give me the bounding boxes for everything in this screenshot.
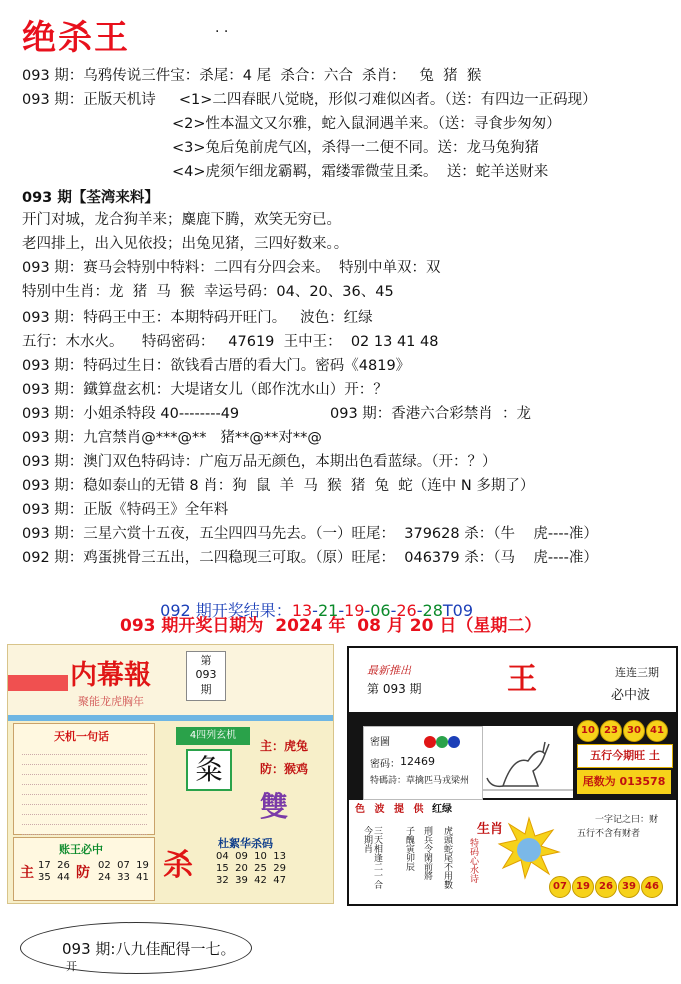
- result-separator: -: [312, 601, 318, 620]
- result-separator: -: [364, 601, 371, 620]
- text-line: 093 期：澳门双色特码诗：广庖万品无颜色，本期出色看蓝绿。（开：？）: [22, 454, 497, 470]
- text-line: 093 期：三星六赏十五夜，五尘四四马先去。（一）旺尾： 379628 杀：（牛 虎----准）: [22, 526, 598, 542]
- sun-cartoon-icon: [497, 816, 561, 880]
- open-date: 093 期开奖日期为 2024 年 08 月 20 日（星期二）: [120, 616, 542, 636]
- text-line: 特别中生肖：龙 猪 马 猴 幸运号码：04、20、36、45: [22, 284, 394, 300]
- col-xingbing: 刑兵令閑前將: [422, 826, 432, 880]
- result-number: 26: [396, 601, 417, 620]
- box-zhangwang-title: 账王必中: [59, 843, 103, 856]
- right-image-panel: [347, 646, 678, 906]
- number-ball: 30: [623, 720, 645, 742]
- result-separator: -: [416, 601, 423, 620]
- text-line: 093 期：特码过生日：欲钱看古厝的看大门。密码《4819》: [22, 358, 411, 374]
- text-line: 093 期：正版天机诗 <1>二四春眠八觉晓，形似刁难似凶者。（送：有四边一正码现）: [22, 92, 597, 108]
- number-ball: 10: [577, 720, 599, 742]
- result-number: 13: [291, 601, 313, 620]
- dots: . .: [215, 20, 229, 36]
- box-tianji-rows: [22, 746, 147, 836]
- se-bo-label: 色 波 提 供: [355, 802, 426, 818]
- text-line: 五行：木水火。 特码密码： 47619 王中王： 02 13 41 48: [22, 334, 439, 350]
- mima-value: 12469: [400, 755, 435, 768]
- right-panel-new: 最新推出: [367, 664, 411, 677]
- result-separator: -: [390, 601, 397, 620]
- number-ball: 39: [618, 876, 640, 898]
- text-line: <4>虎须乍细龙霸羁，霜缕霏微莹且柔。 送：蛇羊送财来: [172, 164, 549, 180]
- bottom-balls-row: [549, 874, 664, 898]
- issue-label: 第: [200, 654, 212, 667]
- ball-icon: [448, 736, 460, 748]
- right-panel-big: 王: [507, 662, 537, 697]
- right-panel-issue: 第 093 期: [367, 682, 422, 696]
- text-line: 093 期：小姐杀特段 40--------49: [22, 406, 240, 422]
- col-poem: 特码心水诗: [468, 838, 478, 883]
- fang-text: 防：猴鸡: [260, 762, 309, 776]
- left-image-panel: [7, 644, 334, 904]
- se-bo-row: [355, 802, 454, 818]
- issue-number: 093: [195, 668, 217, 681]
- result-prefix: 092 期开奖结果：: [160, 601, 292, 620]
- text-line: 093 期【荃湾来料】: [22, 190, 159, 206]
- bubble-text: 093 期:八九佳配得一七。: [62, 940, 236, 958]
- col-sanxiang: 三天相逢二一合: [372, 826, 382, 889]
- result-number: 06: [370, 601, 391, 620]
- sha-glyph: 杀: [163, 848, 193, 883]
- right-panel-bizhong: 必中波: [611, 688, 651, 703]
- mitu-card: [363, 726, 483, 800]
- left-panel-issue-box: [186, 651, 226, 701]
- issue-suffix: 期: [200, 683, 212, 696]
- shengxiao-label: 生肖: [477, 822, 504, 837]
- ball-icon: [424, 736, 436, 748]
- glyph-box: 粂: [186, 749, 232, 791]
- number-ball: 07: [549, 876, 571, 898]
- left-panel-stripe: [8, 715, 333, 721]
- bubble-mark: 开: [66, 960, 77, 973]
- number-ball: 19: [572, 876, 594, 898]
- col-jinqixiao: 今期肖: [362, 826, 372, 853]
- weishu-box: 尾数为 013578: [577, 770, 671, 794]
- text-line: 老四排上，出入见依投；出兔见猪，三四好数来。。: [22, 236, 349, 252]
- number-ball: 23: [600, 720, 622, 742]
- result-number: T09: [442, 601, 474, 620]
- number-ball: 46: [641, 876, 663, 898]
- left-panel-subtitle: 聚能龙虎胸年: [78, 695, 144, 708]
- zhu-label: 主: [20, 865, 34, 881]
- box-shama-title: 杜絮华杀码: [218, 837, 273, 850]
- result-number: 21: [317, 601, 339, 620]
- mitu-balls: [424, 733, 460, 752]
- left-panel-redtag: [8, 675, 68, 691]
- se-bo-suffix: 红绿: [432, 802, 452, 818]
- result-separator: -: [338, 601, 345, 620]
- shuang-glyph: 雙: [260, 790, 289, 823]
- fang-numbers: 02 07 19 24 33 41: [98, 860, 149, 883]
- text-line: <2>性本温文又尔雅，蛇入鼠洞遇羊来。（送：寻食步匆匆）: [172, 116, 561, 132]
- zhu-text: 主：虎兔: [260, 739, 309, 753]
- text-line: <3>兔后兔前虎气凶，杀得一二便不同。送：龙马兔狗猪: [172, 140, 540, 156]
- wuxing-box: 五行今期旺 土: [577, 744, 673, 768]
- result-number: 19: [344, 601, 365, 620]
- right-panel-lian: 连连三期: [615, 666, 659, 679]
- fang-label: 防: [76, 865, 90, 881]
- text-line: 093 期：九宫禁肖@***@** 猪**@**对**@: [22, 430, 322, 446]
- poem-line: 特碼詩：草擒匹马戎梁州: [370, 776, 470, 786]
- mitu-label: 密圖: [370, 737, 390, 748]
- text-line: 093 期：正版《特码王》全年料: [22, 502, 229, 518]
- small-caption-2: 五行不含有财者: [577, 829, 641, 839]
- zhu-fang-text: [260, 737, 308, 777]
- left-panel-title: 内幕報: [70, 660, 151, 691]
- shama-grid: 04 09 10 13 15 20 25 29 32 39 42 47: [216, 851, 286, 886]
- number-ball: 41: [646, 720, 668, 742]
- zhu-numbers: 17 26 35 44: [38, 860, 70, 883]
- top-balls-row: [577, 718, 669, 742]
- green-label: 4四列玄机: [176, 727, 250, 745]
- result-number: 28: [422, 601, 443, 620]
- page-title: 绝杀王: [22, 18, 130, 58]
- kangaroo-picture: [483, 726, 573, 798]
- number-ball: 26: [595, 876, 617, 898]
- text-line: 开门对城，龙合狗羊来；麋鹿下腾，欢笑无穷已。: [22, 212, 341, 228]
- text-line: 093 期：特码王中王：本期特码开旺门。 波色：红绿: [22, 310, 373, 326]
- text-line: 093 期：稳如泰山的无错 8 肖：狗 鼠 羊 马 猴 猪 兔 蛇（连中 N 多期了）: [22, 478, 535, 494]
- text-line: 093 期：赛马会特别中特料：二四有分四会来。 特别中单双：双: [22, 260, 441, 276]
- box-zhangwang: [13, 837, 155, 901]
- text-line: 093 期：鐵算盘玄机：大堤诸女儿（郎作沈水山）开：？: [22, 382, 388, 398]
- text-line: 092 期：鸡蛋挑骨三五出，二四稳现三可取。（原）旺尾： 046379 杀：（马 虎----准）: [22, 550, 598, 566]
- ball-icon: [436, 736, 448, 748]
- box-tianji: [13, 723, 155, 835]
- small-caption-1: 一字记之曰：财: [595, 815, 659, 825]
- col-zichou: 子醜寅卯辰: [404, 826, 414, 871]
- text-line-right: 093 期：香港六合彩禁肖 ：龙: [330, 406, 532, 422]
- box-shama: [208, 835, 320, 895]
- box-tianji-title: 天机一句话: [54, 730, 109, 743]
- col-hutou: 虎頭蛇尾不用數: [442, 826, 452, 889]
- text-line: 093 期：乌鸦传说三件宝：杀尾：4 尾 杀合：六合 杀肖： 兔 猪 猴: [22, 68, 482, 84]
- mima-label: 密码：: [370, 759, 400, 770]
